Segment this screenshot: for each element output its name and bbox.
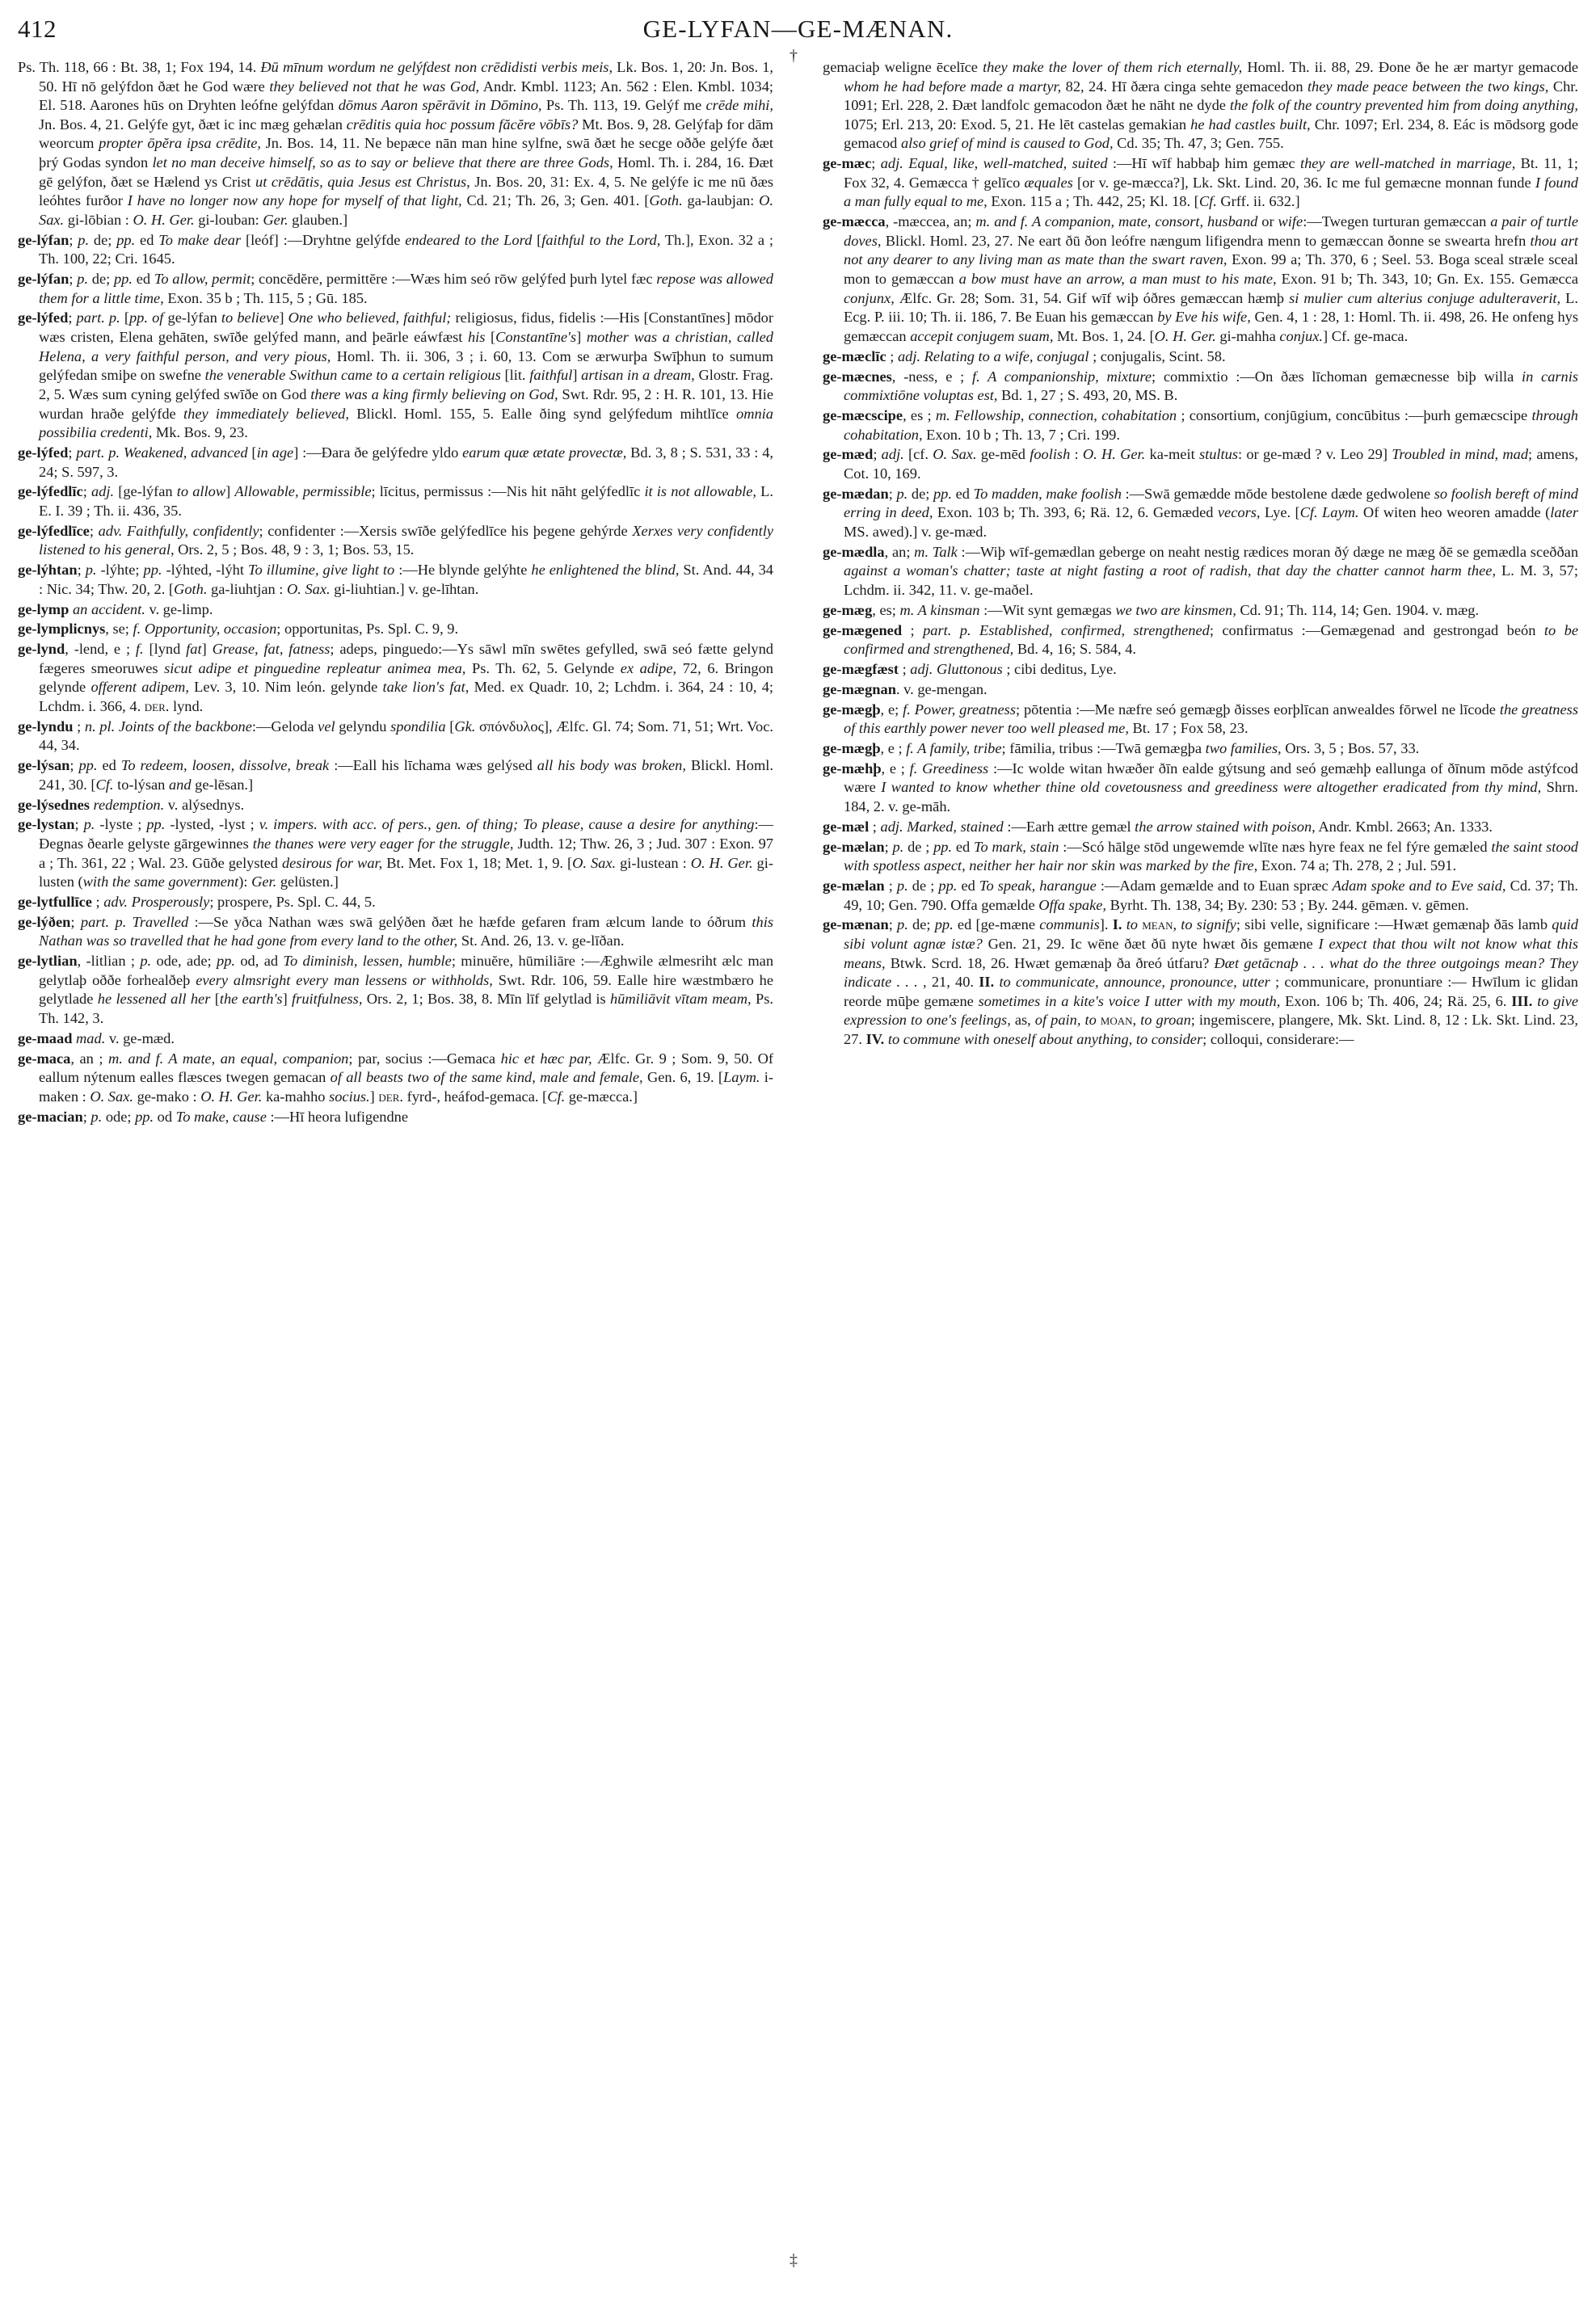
dictionary-entry: ge-maca, an ; m. and f. A mate, an equal, companion; par, socius :—Gemaca hic et hæc par, Ælfc. Gr. 9 ; Som. 9, 50. Of eallum nýtenum ealles flæsces twegen gemacan of all beasts two of the same kind, male and female, Gen. 6, 19. [Laym. i-maken : O. Sax. ge-mako : O. H. Ger. ka-mahho socius.] der. fyrd-, heáfod-gemaca. [Cf. ge-mæcca.] [18,1050,774,1105]
dictionary-entry: ge-maad mad. v. ge-mæd. [18,1029,175,1046]
dictionary-entry: ge-lýfed; part. p. Weakened, advanced [in age] :—Ðara ðe gelýfedre yldo earum quæ ætate provectæ, Bd. 3, 8 ; S. 531, 33 : 4, 24; S. 597, 3. [18,444,773,480]
dictionary-entry: ge-lytfullīce ; adv. Prosperously; prospere, Ps. Spl. C. 44, 5. [18,894,376,911]
dictionary-entry: ge-mæcscipe, es ; m. Fellowship, connection, cohabitation ; consortium, conjūgium, concūbitus :—þurh gemæcscipe through cohabitation, Exon. 10 b ; Th. 13, 7 ; Cri. 199. [823,406,1578,443]
dictionary-entry: ge-mæc; adj. Equal, like, well-matched, suited :—Hī wīf habbaþ him gemæc they are well-matched in marriage, Bt. 11, 1; Fox 32, 4. Gemæcca † gelīco æquales [or v. ge-mæcca?], Lk. Skt. Lind. 20, 36. Ic me ful gemæcne monnan funde I found a man fully equal to me, Exon. 115 a ; Th. 442, 25; Kl. 18. [Cf. Grff. ii. 632.] [823,155,1578,210]
text-columns [0,58,1596,2288]
dictionary-entry: ge-mædan; p. de; pp. ed To madden, make foolish :—Swā gemædde mōde bestolene dæde gedwolene so foolish bereft of mind erring in deed, Exon. 103 b; Th. 393, 6; Rä. 12, 6. Gemæded vecors, Lye. [Cf. Laym. Of witen heo weoren amadde (later MS. awed).] v. ge-mæd. [823,485,1578,540]
dictionary-entry: ge-lymp an accident. v. ge-limp. [18,600,213,617]
dictionary-entry: ge-lýsan; pp. ed To redeem, loosen, dissolve, break :—Eall his līchama wæs gelýsed all his body was broken, Blickl. Homl. 241, 30. [Cf. to-lýsan and ge-lēsan.] [18,757,773,793]
dictionary-entry: ge-lýfed; part. p. [pp. of ge-lýfan to believe] One who believed, faithful; religiosus, fidus, fidelis :—His [Constantīnes] mōdor wæs cristen, Elena gehāten, swīðe gelýfed mann, and þeārle eáwfæst his [Constantīne's] mother was a christian, called Helena, a very faithful person, and very pious, Homl. Th. ii. 306, 3 ; i. 60, 13. Com se ærwurþa Swīþhun to sumum gelýfedan smiþe on swefne the venerable Swithun came to a certain religious [lit. faithful] artisan in a dream, Glostr. Frag. 2, 5. Wæs sum cyning gelýfed swīðe on God there was a king firmly believing on God, Swt. Rdr. 95, 2 : H. R. 101, 13. Hie wurdan hraðe gelýfde they immediately believed, Blickl. Homl. 155, 5. Ealle ðing synd gelýfedum mihtlīce omnia possibilia credenti, Mk. Bos. 9, 23. [18,309,774,441]
left-column [18,58,773,1126]
dictionary-entry: ge-mælan; p. de ; pp. ed To mark, stain :—Scó hālge stōd ungewemde wlīte næs hyre feax ne fel fýre gemæled the saint stood with spotless aspect, neither her hair nor skin was marked by the fire, Exon. 74 a; Th. 278, 2 ; Jul. 591. [823,838,1578,874]
dictionary-entry: ge-mæhþ, e ; f. Greediness :—Ic wolde witan hwæðer ðīn ealde gýtsung and seó gemæhþ eallunga of ðīnum mōde astýfcod wære I wanted to know whether thine old covetousness and greediness were altogether eradicated from thy mind, Shrn. 184, 2. v. ge-māh. [823,760,1578,815]
dictionary-entry: ge-mænan; p. de; pp. ed [ge-mæne communis]. I. to mean, to signify; sibi velle, significare :—Hwæt gemænaþ ðās lamb quid sibi volunt agnæ istæ? Gen. 21, 29. Ic wēne ðæt ðū nyte hwæt ðis gemæne I expect that thou wilt not know what this means, Btwk. Scrd. 18, 26. Hwæt gemænaþ ða ðreó útfaru? Ðæt getācnaþ . . . what do the three outgoings mean? They indicate . . . , 21, 40. II. to communicate, announce, pronounce, utter ; communicare, pronuntiare :— Hwīlum ic glidan reorde mūþe gemæne sometimes in a kite's voice I utter with my mouth, Exon. 106 b; Th. 406, 24; Rä. 25, 6. III. to give expression to one's feelings, as, of pain, to moan, to groan; ingemiscere, plangere, Mk. Skt. Lind. 8, 12 : Lk. Skt. Lind. 23, 27. IV. to commune with oneself about anything, to consider; colloqui, considerare:— [823,916,1578,1048]
dictionary-entry: ge-lýsednes redemption. v. alýsednys. [18,796,245,813]
right-column [823,58,1578,1050]
dictionary-entry: ge-mæg, es; m. A kinsman :—Wit synt gemægas we two are kinsmen, Cd. 91; Th. 114, 14; Gen. 1904. v. mæg. [823,601,1480,618]
signature-mark-bottom: ‡ [790,2251,798,2269]
dictionary-entry: ge-mægþ, e ; f. A family, tribe; fāmilia, tribus :—Twā gemægþa two families, Ors. 3, 5 ; Bos. 57, 33. [823,739,1420,756]
dictionary-entry: ge-mægnan. v. ge-mengan. [823,680,987,697]
dictionary-entry: ge-mæl ; adj. Marked, stained :—Earh ættre gemæl the arrow stained with poison, Andr. Kmbl. 2663; An. 1333. [823,818,1493,835]
dictionary-entry: ge-lýfedlīce; adv. Faithfully, confidently; confidenter :—Xersis swīðe gelýfedlīce his þegene gehýrde Xerxes very confidently listened to his general, Ors. 2, 5 ; Bos. 48, 9 : 3, 1; Bos. 53, 15. [18,522,773,558]
dictionary-entry: ge-lynd, -lend, e ; f. [lynd fat] Grease, fat, fatness; adeps, pinguedo:—Ys sāwl mīn swētes gefylled, swā seó fætte gelynd fægeres smeoruwes sicut adipe et pinguedine repleatur animea mea, Ps. Th. 62, 5. Gelynde ex adipe, 72, 6. Bringon gelynde offerent adipem, Lev. 3, 10. Nim león. gelynde take lion's fat, Med. ex Quadr. 10, 2; Lchdm. i. 364, 24 : 10, 4; Lchdm. i. 366, 4. der. lynd. [18,641,773,714]
dictionary-entry: ge-mægþ, e; f. Power, greatness; pōtentia :—Me næfre seó gemægþ ðisses eorþlīcan anwealdes fōrwel ne līcode the greatness of this earthly power never too well pleased me, Bt. 17 ; Fox 58, 23. [823,701,1578,737]
dictionary-entry: ge-mædla, an; m. Talk :—Wiþ wīf-gemædlan geberge on neaht nestig rædices moran ðý dæge ne mæg ðē se gemædla sceððan against a woman's chatter; taste at night fasting a root of radish, that day the chatter cannot harm thee, L. M. 3, 57; Lchdm. ii. 342, 11. v. ge-maðel. [823,543,1579,598]
dictionary-entry: ge-lyndu ; n. pl. Joints of the backbone:—Geloda vel gelyndu spondilia [Gk. σπόνδυλος], Ælfc. Gl. 74; Som. 71, 51; Wrt. Voc. 44, 34. [18,718,773,754]
dictionary-entry: ge-lymplicnys, se; f. Opportunity, occasion; opportunitas, Ps. Spl. C. 9, 9. [18,621,459,638]
dictionary-entry: ge-mælan ; p. de ; pp. ed To speak, harangue :—Adam gemælde and to Euan spræc Adam spoke and to Eve said, Cd. 37; Th. 49, 10; Gen. 790. Offa gemælde Offa spake, Byrht. Th. 138, 34; By. 230: 53 ; By. 244. gēmæn. v. gēmen. [823,877,1578,913]
dictionary-entry: gemaciaþ weligne ēcelīce they make the lover of them rich eternally, Homl. Th. ii. 88, 29. Ðone ðe he ær martyr gemacode whom he had before made a martyr, 82, 24. Hī ðæra cinga sehte gemacedon they made peace between the two kings, Chr. 1091; Erl. 228, 2. Ðæt landfolc gemacodon ðæt he nāht ne dyde the folk of the country prevented him from doing anything, 1075; Erl. 213, 20: Exod. 5, 21. He lēt castelas gemakian he had castles built, Chr. 1097; Erl. 234, 8. Eác is mōdsorg gode gemacod also grief of mind is caused to God, Cd. 35; Th. 47, 3; Gen. 755. [823,59,1579,152]
dictionary-entry: ge-lýhtan; p. -lýhte; pp. -lýhted, -lýht To illumine, give light to :—He blynde gelýhte he enlightened the blind, St. And. 44, 34 : Nic. 34; Thw. 20, 2. [Goth. ga-liuhtjan : O. Sax. gi-liuhtian.] v. ge-līhtan. [18,562,773,597]
dictionary-entry: ge-lystan; p. -lyste ; pp. -lysted, -lyst ; v. impers. with acc. of pers., gen. of thing; To please, cause a desire for anything:—Ðegnas ðearle gelyste gārgewinnes the thanes were very eager for the struggle, Judth. 12; Thw. 26, 3 ; Jud. 307 : Exon. 97 a ; Th. 361, 22 ; Wal. 23. Gūðe gelysted desirous for war, Bt. Met. Fox 1, 18; Met. 1, 9. [O. Sax. gi-lustean : O. H. Ger. gi-lusten (with the same government): Ger. gelüsten.] [18,816,774,890]
column-divider [794,66,795,2280]
dictionary-entry: ge-mæcnes, -ness, e ; f. A companionship, mixture; commixtio :—On ðæs līchoman gemæcnesse biþ willa in carnis commixtiōne voluptas est, Bd. 1, 27 ; S. 493, 20, MS. B. [823,368,1579,404]
page-header [0,15,1596,52]
dictionary-entry: ge-mægfæst ; adj. Gluttonous ; cibi deditus, Lye. [823,660,1117,677]
folio-number: 412 [18,15,57,43]
dictionary-entry: ge-lýðen; part. p. Travelled :—Se yðca Nathan wæs swā gelýðen ðæt he hæfde gefaren fram ælcum lande to óðrum this Nathan was so travelled that he had gone from every land to the other, St. And. 26, 13. v. ge-līðan. [18,913,773,949]
dictionary-entry: ge-mæcca, -mæccea, an; m. and f. A companion, mate, consort, husband or wife:—Twegen turturan gemæccan a pair of turtle doves, Blickl. Homl. 23, 27. Ne eart ðū ðon leófre nængum lifigendra menn to gemæccan ðonne se swearta hrefn thou art not any dearer to any living man as mate than the swart raven, Exon. 99 a; Th. 370, 6 ; Seel. 53. Boga sceal stræle sceal mon to gemæccan a bow must have an arrow, a man must to his mate, Exon. 91 b; Th. 343, 10; Gn. Ex. 155. Gemæcca conjunx, Ælfc. Gr. 28; Som. 31, 54. Gif wīf wiþ óðres gemæccan hæmþ si mulier cum alterius conjuge adulteraverit, L. Ecg. P. iii. 10; Th. ii. 186, 7. Be Euan his gemæccan by Eve his wife, Gen. 4, 1 : 28, 1: Homl. Th. ii. 498, 26. He onfeng hys gemæccan accepit conjugem suam, Mt. Bos. 1, 24. [O. H. Ger. gi-mahha conjux.] Cf. ge-maca. [823,213,1578,344]
dictionary-entry: ge-lýfan; p. de; pp. ed To allow, permit; concēdĕre, permittĕre :—Wæs him seó rōw gelýfed þurh lytel fæc repose was allowed them for a little time, Exon. 35 b ; Th. 115, 5 ; Gū. 185. [18,271,773,306]
dictionary-entry: ge-mæd; adj. [cf. O. Sax. ge-mēd foolish : O. H. Ger. ka-meit stultus: or ge-mæd ? v. Leo 29] Troubled in mind, mad; amens, Cot. 10, 169. [823,446,1578,482]
dictionary-entry: ge-macian; p. ode; pp. od To make, cause :—Hī heora lufigendne [18,1108,409,1125]
running-head: GE-LYFAN—GE-MÆNAN. [642,15,954,43]
dictionary-entry: Ps. Th. 118, 66 : Bt. 38, 1; Fox 194, 14. Ðū mīnum wordum ne gelýfdest non crēdidisti verbis meis, Lk. Bos. 1, 20: Jn. Bos. 1, 50. Hī nō gelýfdon ðæt he God wære they believed not that he was God, Andr. Kmbl. 1123; An. 562 : Elen. Kmbl. 1034; El. 518. Aarones hūs on Dryhten leófne gelýfdan dōmus Aaron spērāvit in Dōmino, Ps. Th. 113, 19. Gelýf me crēde mihi, Jn. Bos. 4, 21. Gelýfe gyt, ðæt ic inc mæg gehælan crēditis quia hoc possum făcĕre vōbīs? Mt. Bos. 9, 28. Gelýfaþ for dām weorcum propter ōpĕra ipsa crēdite, Jn. Bos. 14, 11. Ne bepæce nān man hine sylfne, swā ðæt he secge oððe gelýfe ðæt þrý Godas syndon let no man deceive himself, so as to say or believe that there are three Gods, Homl. Th. i. 284, 16. Ðæt gē gelýfon, ðæt se Hælend ys Crist ut crēdātis, quia Jesus est Christus, Jn. Bos. 20, 31: Ex. 4, 5. Ne gelýfe ic me nū ðæs leóhtes furðor I have no longer now any hope for myself of that light, Cd. 21; Th. 26, 3; Gen. 401. [Goth. ga-laubjan: O. Sax. gi-lōbian : O. H. Ger. gi-louban: Ger. glauben.] [18,59,773,228]
dictionary-entry: ge-mæclīc ; adj. Relating to a wife, conjugal ; conjugalis, Scint. 58. [823,347,1226,364]
signature-mark-top: † [790,47,798,65]
dictionary-entry: ge-mægened ; part. p. Established, confirmed, strengthened; confirmatus :—Gemægenad and gestrongad beón to be confirmed and strengthened, Bd. 4, 16; S. 584, 4. [823,621,1579,658]
dictionary-entry: ge-lýfan; p. de; pp. ed To make dear [leóf] :—Dryhtne gelýfde endeared to the Lord [faithful to the Lord, Th.], Exon. 32 a ; Th. 100, 22; Cri. 1645. [18,231,773,267]
dictionary-entry: ge-lýfedlīc; adj. [ge-lýfan to allow] Allowable, permissible; līcitus, permissus :—Nis hit nāht gelýfedlīc it is not allowable, L. E. I. 39 ; Th. ii. 436, 35. [18,483,773,519]
dictionary-entry: ge-lytlian, -litlian ; p. ode, ade; pp. od, ad To diminish, lessen, humble; minuĕre, hūmiliāre :—Æghwile ælmesriht ælc man gelytlaþ oððe forhealðeþ every almsright every man lessens or withholds, Swt. Rdr. 106, 59. Ealle hire wæstmbæro he gelytlade he lessened all her [the earth's] fruitfulness, Ors. 2, 1; Bos. 38, 8. Mīn līf gelytlad is hūmiliāvit vītam meam, Ps. Th. 142, 3. [18,953,774,1027]
